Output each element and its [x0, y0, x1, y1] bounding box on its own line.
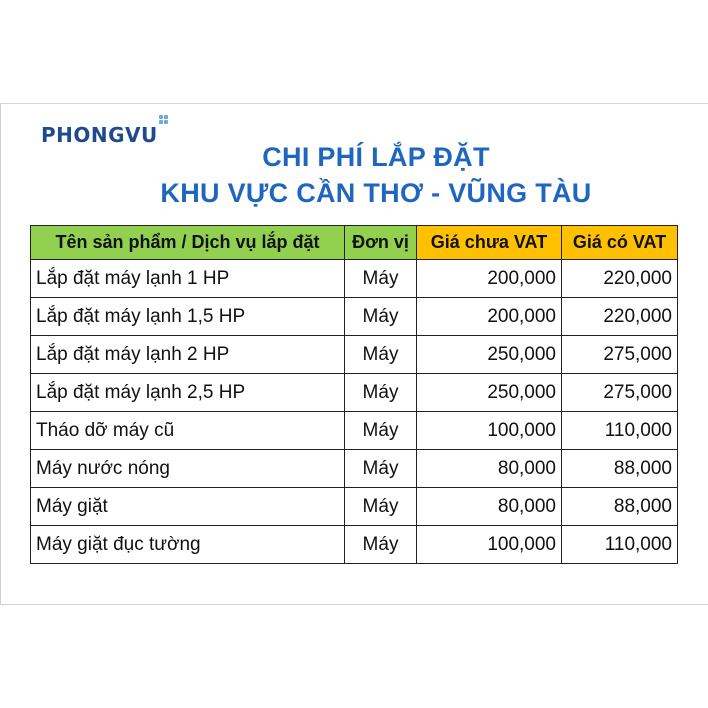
- row-product-name: Lắp đặt máy lạnh 1,5 HP: [31, 298, 345, 336]
- row-price-no-vat: 100,000: [417, 412, 562, 450]
- row-unit: Máy: [345, 260, 417, 298]
- row-price-vat: 220,000: [562, 298, 678, 336]
- row-product-name: Máy giặt đục tường: [31, 526, 345, 564]
- table-row: [31, 450, 678, 488]
- row-unit: Máy: [345, 412, 417, 450]
- header-price-vat: Giá có VAT: [562, 226, 678, 260]
- table-row: [31, 336, 678, 374]
- row-price-vat: 110,000: [562, 526, 678, 564]
- page-title-line-1: CHI PHÍ LẮP ĐẶT: [262, 142, 490, 172]
- row-product-name: Lắp đặt máy lạnh 2 HP: [31, 336, 345, 374]
- page-title-line-2: KHU VỰC CẦN THƠ - VŨNG TÀU: [160, 178, 592, 208]
- row-price-vat: 275,000: [562, 336, 678, 374]
- table-row: [31, 412, 678, 450]
- row-product-name: Máy nước nóng: [31, 450, 345, 488]
- row-unit: Máy: [345, 298, 417, 336]
- table-row: [31, 488, 678, 526]
- row-price-no-vat: 100,000: [417, 526, 562, 564]
- row-price-vat: 220,000: [562, 260, 678, 298]
- row-price-no-vat: 80,000: [417, 488, 562, 526]
- row-unit: Máy: [345, 374, 417, 412]
- row-price-no-vat: 200,000: [417, 298, 562, 336]
- header-product: Tên sản phẩm / Dịch vụ lắp đặt: [31, 226, 345, 260]
- row-price-no-vat: 200,000: [417, 260, 562, 298]
- row-unit: Máy: [345, 336, 417, 374]
- row-price-vat: 88,000: [562, 488, 678, 526]
- row-unit: Máy: [345, 450, 417, 488]
- row-price-no-vat: 80,000: [417, 450, 562, 488]
- row-product-name: Lắp đặt máy lạnh 2,5 HP: [31, 374, 345, 412]
- row-price-vat: 88,000: [562, 450, 678, 488]
- installation-price-table: [30, 225, 678, 564]
- header-unit: Đơn vị: [345, 226, 417, 260]
- row-product-name: Máy giặt: [31, 488, 345, 526]
- table-row: [31, 374, 678, 412]
- table-row: [31, 260, 678, 298]
- row-price-no-vat: 250,000: [417, 336, 562, 374]
- table-header-row: [31, 226, 678, 260]
- table-row: [31, 526, 678, 564]
- card-left-edge: [0, 103, 1, 605]
- row-price-vat: 110,000: [562, 412, 678, 450]
- four-dot-grid-icon: [159, 115, 168, 124]
- row-unit: Máy: [345, 488, 417, 526]
- row-unit: Máy: [345, 526, 417, 564]
- header-price-no-vat: Giá chưa VAT: [417, 226, 562, 260]
- row-product-name: Lắp đặt máy lạnh 1 HP: [31, 260, 345, 298]
- logo-text: PHONGVU: [41, 123, 158, 147]
- row-price-no-vat: 250,000: [417, 374, 562, 412]
- table-row: [31, 298, 678, 336]
- row-price-vat: 275,000: [562, 374, 678, 412]
- row-product-name: Tháo dỡ máy cũ: [31, 412, 345, 450]
